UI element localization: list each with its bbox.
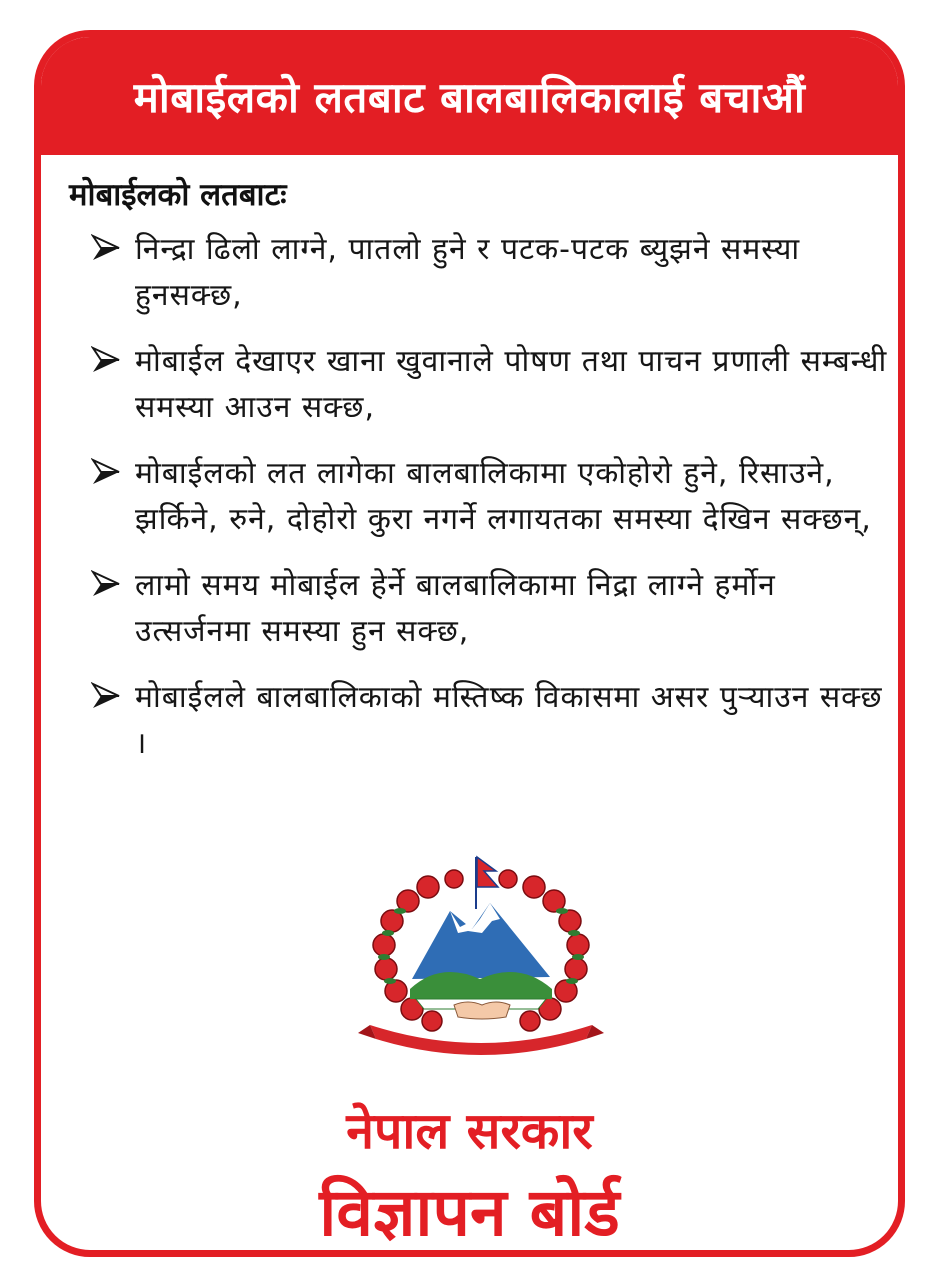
point-text: लामो समय मोबाईल हेर्ने बालबालिकामा निद्रा लाग्ने हर्मोन उत्सर्जनमा समस्या हुन सक्छ, bbox=[135, 568, 776, 649]
page-title: मोबाईलको लतबाट बालबालिकालाई बचाऔं bbox=[133, 72, 806, 122]
point-text: मोबाईलले बालबालिकाको मस्तिष्क विकासमा असर पुऱ्याउन सक्छ । bbox=[135, 680, 883, 761]
list-item bbox=[91, 675, 901, 767]
point-text: मोबाईलको लत लागेका बालबालिकामा एकोहोरो हुने, रिसाउने, झर्किने, रुने, दोहोरो कुरा नगर्ने लगायतका समस्या देखिन सक्छन्, bbox=[135, 456, 872, 537]
list-item bbox=[91, 563, 901, 655]
notice-board bbox=[34, 30, 905, 1257]
arrow-bullet-icon bbox=[91, 563, 135, 603]
arrow-bullet-icon bbox=[91, 675, 135, 715]
point-text: निन्द्रा ढिलो लाग्ने, पातलो हुने र पटक-पटक ब्युझने समस्या हुनसक्छ, bbox=[135, 232, 801, 313]
arrow-bullet-icon bbox=[91, 339, 135, 379]
title-banner bbox=[41, 37, 898, 155]
arrow-bullet-icon bbox=[91, 227, 135, 267]
list-item bbox=[91, 227, 901, 319]
subheading: मोबाईलको लतबाटः bbox=[69, 177, 287, 213]
government-name: नेपाल सरकार bbox=[346, 1102, 593, 1160]
point-text: मोबाईल देखाएर खाना खुवानाले पोषण तथा पाचन प्रणाली सम्बन्धी समस्या आउन सक्छ, bbox=[135, 344, 888, 425]
list-item bbox=[91, 451, 901, 543]
list-item bbox=[91, 339, 901, 431]
board-name: विज्ञापन बोर्ड bbox=[319, 1174, 620, 1251]
arrow-bullet-icon bbox=[91, 451, 135, 491]
points-list bbox=[91, 227, 901, 787]
nepal-coat-of-arms-icon bbox=[350, 849, 612, 1059]
